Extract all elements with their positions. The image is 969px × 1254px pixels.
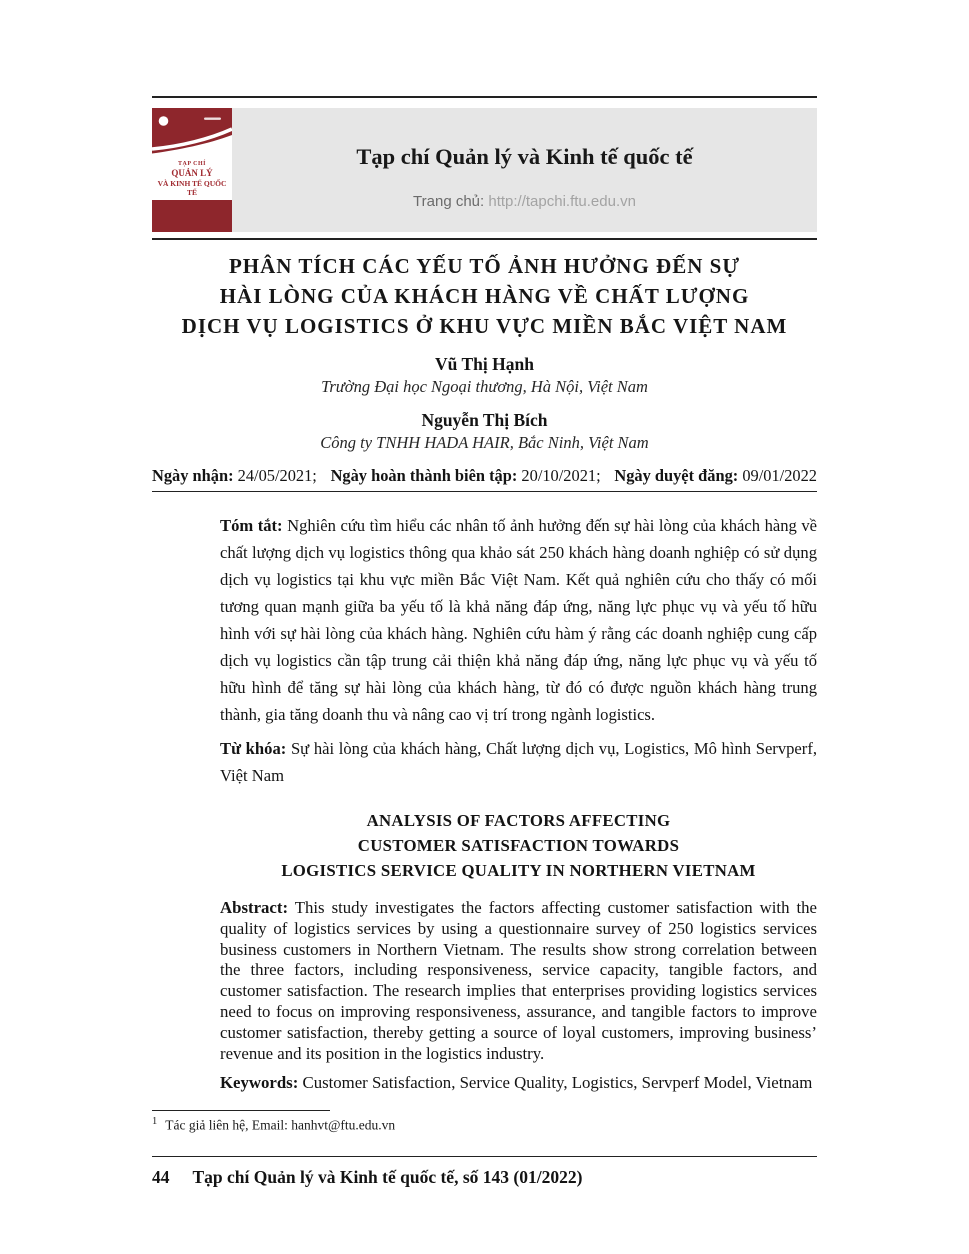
logo-small-text-mark: [204, 118, 221, 120]
article-title-en-line1: ANALYSIS OF FACTORS AFFECTING: [366, 811, 671, 830]
homepage-url-link[interactable]: http://tapchi.ftu.edu.vn: [488, 193, 636, 210]
author-2-affiliation: Công ty TNHH HADA HAIR, Bắc Ninh, Việt Nam: [320, 433, 649, 452]
date-received-value: 24/05/2021;: [237, 466, 317, 485]
footnote-marker: 1: [152, 1116, 158, 1128]
date-received: [152, 466, 317, 486]
journal-logo-emblem: [152, 108, 232, 154]
top-rule: [152, 96, 817, 98]
keywords-en-label: Keywords:: [220, 1073, 299, 1093]
keywords-vi-label: Từ khóa:: [220, 739, 287, 758]
authors-block: [152, 353, 817, 454]
date-accepted-label: Ngày duyệt đăng:: [614, 466, 739, 485]
logo-swoosh-icon: [152, 108, 232, 154]
logo-line2: QUẢN LÝ: [171, 168, 213, 178]
header-divider-rule: [152, 238, 817, 240]
corresponding-author-footnote: [152, 1116, 817, 1134]
journal-header: [152, 108, 817, 232]
keywords-vi: [220, 735, 817, 789]
author-1-name: Vũ Thị Hạnh: [435, 354, 534, 374]
abstract-section: [220, 512, 817, 1094]
article-dates-line: [152, 466, 817, 486]
logo-bottom-block: [152, 200, 232, 232]
article-title-en-line3: LOGISTICS SERVICE QUALITY IN NORTHERN VIETNAM: [281, 861, 756, 880]
abstract-vi: [220, 512, 817, 728]
abstract-en: [220, 898, 817, 1064]
date-received-label: Ngày nhận:: [152, 466, 234, 485]
page-footer: [152, 1167, 582, 1188]
journal-title: Tạp chí Quản lý và Kinh tế quốc tế: [356, 144, 693, 169]
abstract-vi-text: Nghiên cứu tìm hiểu các nhân tố ảnh hưởng đến sự hài lòng của khách hàng về chất lượng dịch vụ logistics thông qua khảo sát 250 khách hàng doanh nghiệp có sử dụng dịch vụ logistics tại khu vực miền Bắc Việt Nam. Kết quả nghiên cứu cho thấy có mối tương quan mạnh giữa ba yếu tố là khả năng đáp ứng, năng lực phục vụ và yếu tố hữu hình với sự hài lòng của khách hàng. Nghiên cứu hàm ý rằng các doanh nghiệp cung cấp dịch vụ logistics cần tập trung cải thiện khả năng đáp ứng, năng lực phục vụ và yếu tố hữu hình để tăng sự hài lòng của khách hàng, từ đó có được nguồn khách hàng trung thành, gia tăng doanh thu và nâng cao vị trí trong ngành logistics.: [220, 516, 818, 724]
article-title-vi-line2: HÀI LÒNG CỦA KHÁCH HÀNG VỀ CHẤT LƯỢNG: [219, 284, 750, 308]
journal-homepage-line: [232, 193, 817, 210]
article-title-en: [220, 808, 817, 883]
footer-rule: [152, 1156, 817, 1157]
date-revised-value: 20/10/2021;: [521, 466, 601, 485]
article-title-en-line2: CUSTOMER SATISFACTION TOWARDS: [357, 836, 680, 855]
date-revised: [331, 466, 601, 486]
date-revised-label: Ngày hoàn thành biên tập:: [330, 466, 518, 485]
author-2: [152, 409, 817, 454]
dates-divider-rule: [152, 491, 817, 492]
abstract-en-text: This study investigates the factors affecting customer satisfaction with the quality of logistics services by using a questionnaire survey of 250 logistics services business customers in Northern Vietnam. The results show strong correlation between the three factors, including responsiveness, service capacity, tangible factors, and customer satisfaction. The research implies that enterprises providing logistics services need to focus on improving responsiveness, assurance, and tangible factors to improve customer satisfaction, thereby getting a source of loyal customers, improving business’ revenue and its position in the logistics industry.: [220, 898, 817, 1063]
article-title-vi-line1: PHÂN TÍCH CÁC YẾU TỐ ẢNH HƯỞNG ĐẾN SỰ: [228, 254, 741, 278]
abstract-en-label: Abstract:: [220, 898, 289, 917]
keywords-en-text: Customer Satisfaction, Service Quality, Logistics, Servperf Model, Vietnam: [302, 1073, 813, 1093]
article-title-vi: [152, 251, 817, 341]
footnote-text: Tác giả liên hệ, Email: hanhvt@ftu.edu.vn: [165, 1117, 396, 1133]
keywords-vi-text: Sự hài lòng của khách hàng, Chất lượng dịch vụ, Logistics, Mô hình Servperf, Việt Nam: [220, 739, 817, 785]
abstract-vi-label: Tóm tắt:: [220, 516, 283, 535]
logo-line1: TẠP CHÍ: [177, 161, 206, 167]
journal-logo: [152, 108, 232, 232]
journal-banner: [232, 108, 817, 232]
logo-wordmark: [152, 154, 232, 200]
author-2-name: Nguyễn Thị Bích: [421, 410, 548, 430]
author-1-affiliation: Trường Đại học Ngoại thương, Hà Nội, Việt Nam: [321, 377, 648, 396]
date-accepted: [614, 466, 817, 486]
keywords-en: [220, 1073, 817, 1094]
article-title-vi-line3: DỊCH VỤ LOGISTICS Ở KHU VỰC MIỀN BẮC VIỆT NAM: [181, 314, 788, 338]
footer-journal-line: Tạp chí Quản lý và Kinh tế quốc tế, số 143 (01/2022): [192, 1167, 583, 1187]
author-1: [152, 353, 817, 398]
footnote-rule: [152, 1110, 330, 1111]
page-number: 44: [152, 1167, 170, 1187]
date-accepted-value: 09/01/2022: [742, 466, 817, 485]
logo-line3: VÀ KINH TẾ QUỐC TẾ: [157, 179, 227, 197]
logo-moon-icon: [159, 116, 169, 126]
homepage-label: Trang chủ:: [413, 193, 485, 210]
